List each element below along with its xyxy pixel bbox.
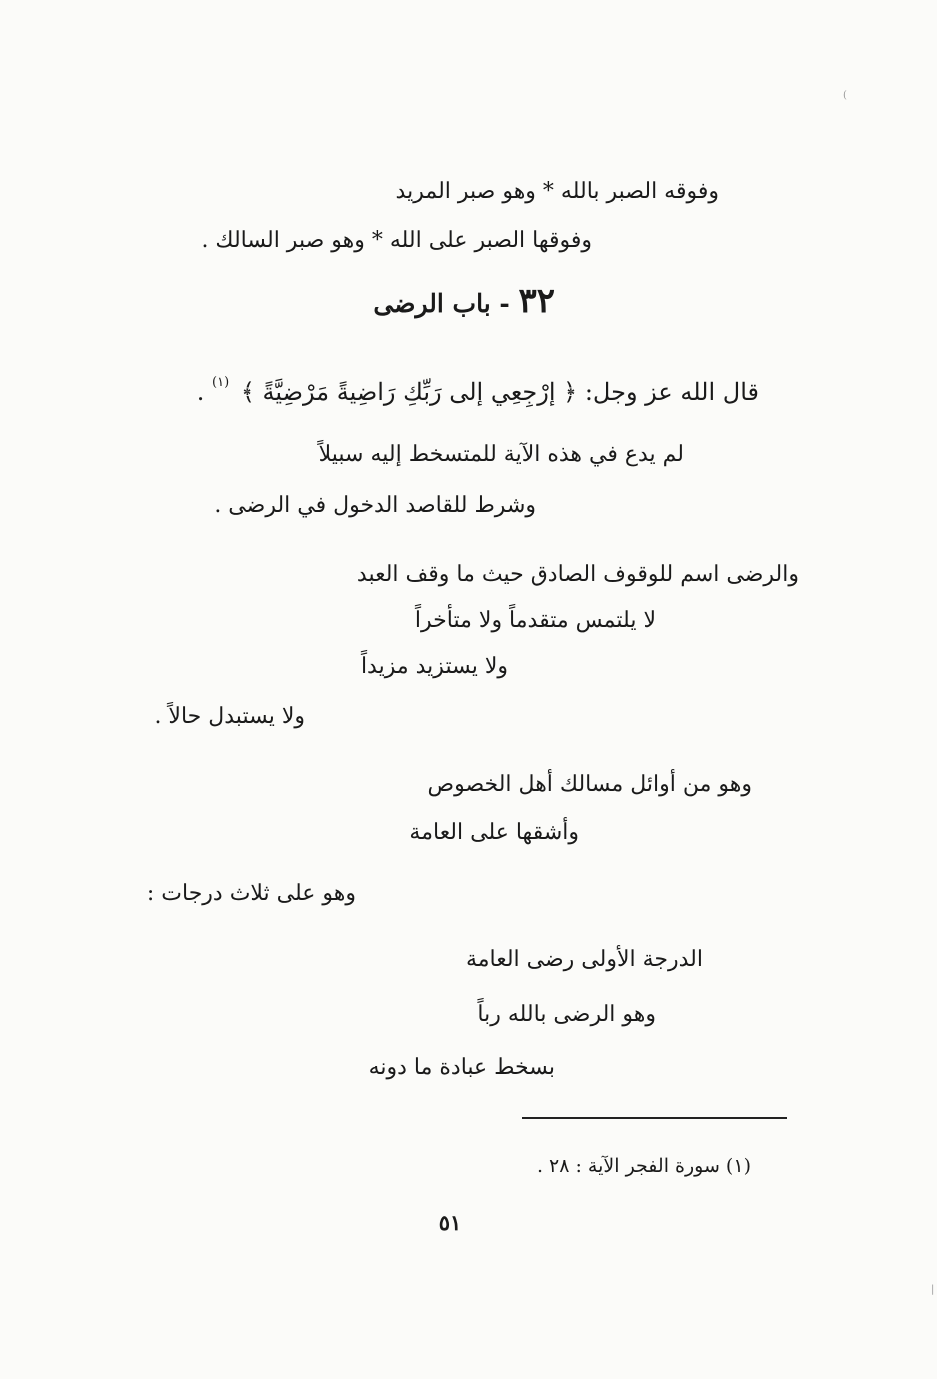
text-line: والرضى اسم للوقوف الصادق حيث ما وقف العبد — [356, 562, 799, 587]
footnote-reference: (١) — [212, 375, 230, 390]
text-line: وفوقها الصبر على الله * وهو صبر السالك . — [201, 228, 592, 253]
text-line: لم يدع في هذه الآية للمتسخط إليه سبيلاً — [318, 442, 684, 467]
page-number: ٥١ — [438, 1210, 462, 1235]
text-line: وشرط للقاصد الدخول في الرضى . — [214, 493, 536, 518]
scan-mark: | — [931, 1284, 935, 1295]
text-line: وهو على ثلاث درجات : — [146, 881, 356, 906]
footnote-divider — [522, 1117, 787, 1119]
verse-end: . — [196, 378, 205, 406]
text-line: وأشقها على العامة — [409, 820, 579, 845]
footnote: (١) سورة الفجر الآية : ٢٨ . — [536, 1155, 751, 1177]
text-line: وهو من أوائل مسالك أهل الخصوص — [427, 772, 752, 797]
text-line: وفوقه الصبر بالله * وهو صبر المريد — [395, 179, 719, 204]
scan-mark: ( — [843, 90, 847, 101]
verse-text: ﴿ إرْجِعِي إلى رَبِّكِ رَاضِيةً مَرْضِيَّةً ﴾ — [240, 378, 578, 406]
text-line: ولا يستبدل حالاً . — [154, 704, 305, 729]
text-line: ولا يستزيد مزيداً — [360, 654, 508, 679]
text-line: الدرجة الأولى رضى العامة — [465, 947, 703, 972]
text-line: وهو الرضى بالله رباً — [477, 1002, 656, 1027]
section-number: ٣٢ — [518, 281, 555, 321]
section-heading — [373, 281, 555, 321]
quran-verse-line — [197, 368, 759, 407]
section-title: - باب الرضى — [373, 289, 510, 318]
verse-intro: قال الله عز وجل: — [584, 378, 759, 406]
text-line: لا يلتمس متقدماً ولا متأخراً — [414, 608, 656, 633]
text-line: بسخط عبادة ما دونه — [368, 1055, 555, 1080]
